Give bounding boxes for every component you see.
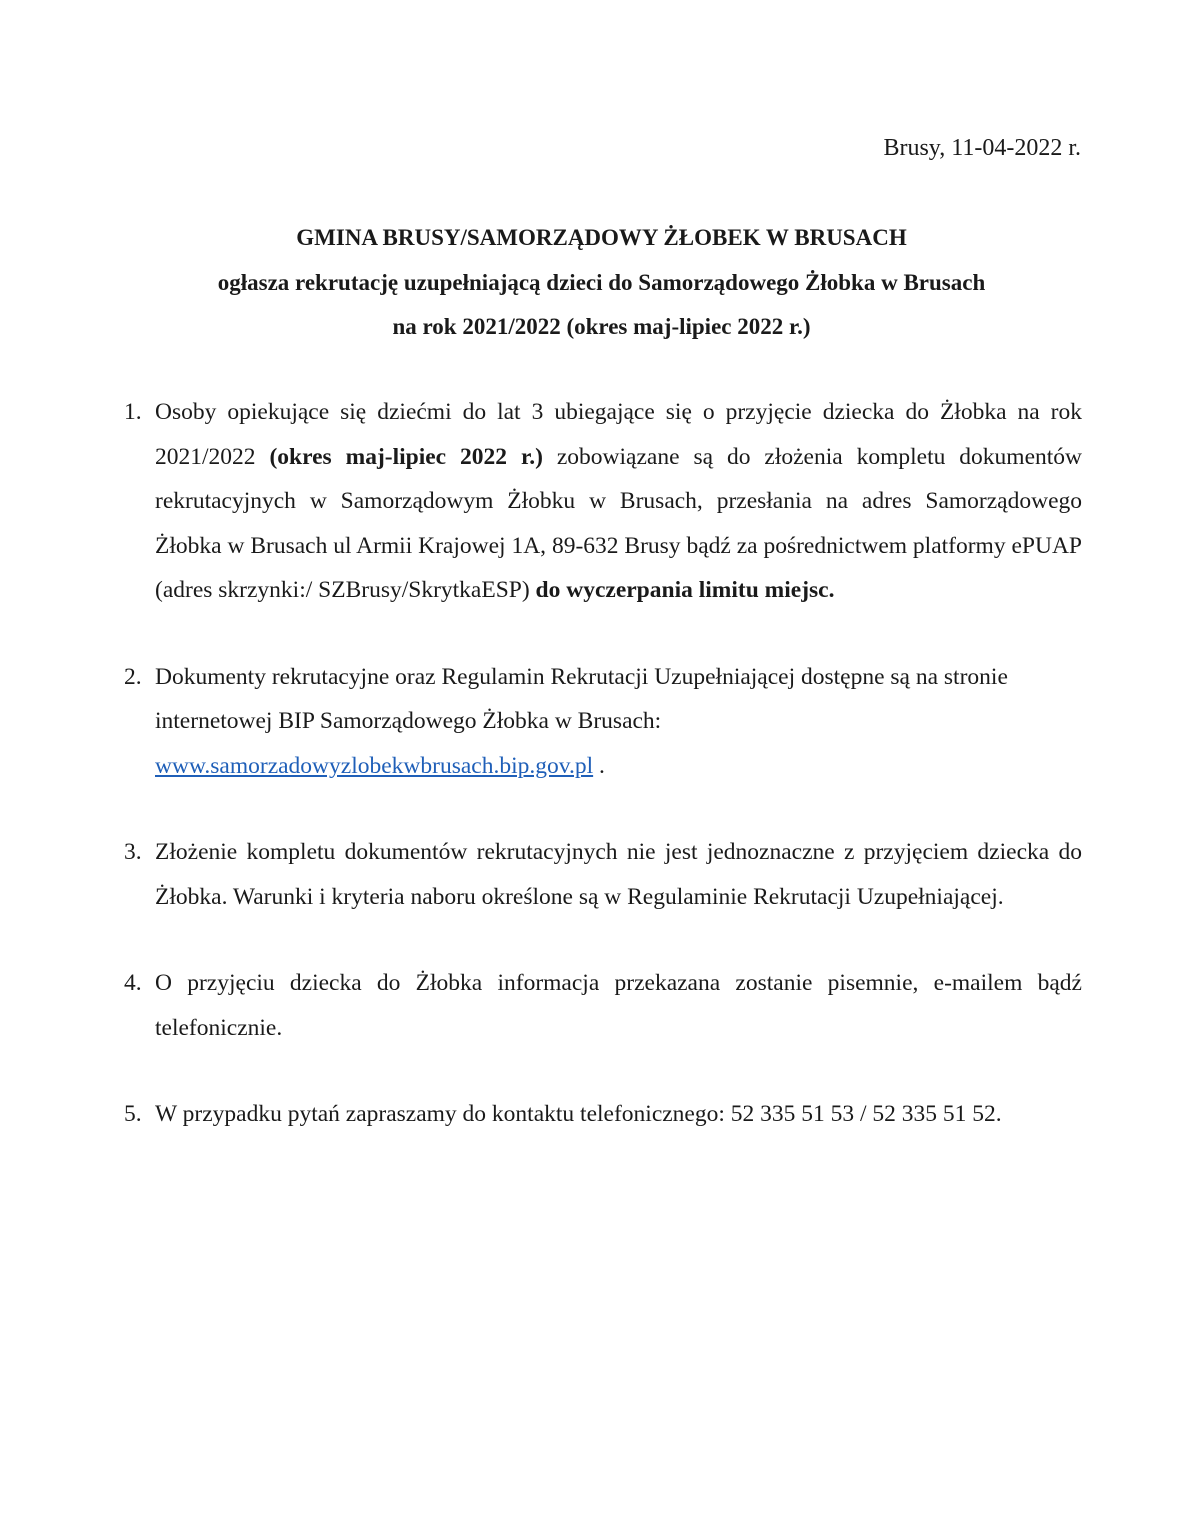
list-item-number: 4. (124, 970, 142, 996)
document-header (100, 216, 1103, 350)
list-item-1 (116, 390, 1082, 613)
list-item-text: W przypadku pytań zapraszamy do kontaktu telefonicznego: 52 335 51 53 / 52 335 51 52. (155, 1101, 1002, 1127)
list-item-5 (116, 1092, 1082, 1137)
bip-website-link[interactable]: www.samorzadowyzlobekwbrusach.bip.gov.pl (155, 752, 594, 779)
list-item-number: 2. (124, 663, 142, 690)
list-item-bold-period: (okres maj-lipiec 2022 r.) (269, 443, 543, 470)
list-item-4 (116, 961, 1082, 1050)
list-item-text: Dokumenty rekrutacyjne oraz Regulamin Rekrutacji Uzupełniającej dostępne są na stronie internetowej BIP Samorządowego Żłobka w Brusach: (155, 663, 1008, 734)
list-item-text-end: . (593, 752, 605, 779)
header-line-3: na rok 2021/2022 (okres maj-lipiec 2022 r.) (392, 314, 811, 339)
header-line-1: GMINA BRUSY/SAMORZĄDOWY ŻŁOBEK W BRUSACH (296, 225, 907, 250)
list-item-3 (116, 830, 1082, 919)
list-item-number: 1. (124, 399, 142, 425)
list-item-number: 5. (124, 1101, 142, 1127)
announcement-list (116, 390, 1082, 1179)
document-date: Brusy, 11-04-2022 r. (883, 135, 1081, 161)
header-line-2: ogłasza rekrutację uzupełniającą dzieci do Samorządowego Żłobka w Brusach (217, 269, 986, 295)
list-item-bold-limit: do wyczerpania limitu miejsc. (535, 577, 835, 603)
list-item-number: 3. (124, 839, 142, 865)
list-item-text: O przyjęciu dziecka do Żłobka informacja przekazana zostanie pisemnie, e-mailem bądź telefonicznie. (155, 970, 1082, 1041)
list-item-text: Złożenie kompletu dokumentów rekrutacyjnych nie jest jednoznaczne z przyjęciem dziecka do Żłobka. Warunki i kryteria naboru określone są w Regulaminie Rekrutacji Uzupełniającej. (155, 839, 1082, 910)
list-item-text-continued: zobowiązane są do złożenia kompletu dokumentów rekrutacyjnych w Samorządowym Żłobku w Brusach, przesłania na adres Samorządowego Żłobka w Brusach ul Armii Krajowej 1A, 89-632 Brusy bądź za pośrednictwem platformy ePUAP (adres skrzynki:/ SZBrusy/SkrytkaESP) (155, 443, 1082, 603)
list-item-2 (116, 655, 1082, 789)
list-item-text: Osoby opiekujące się dziećmi do lat 3 ubiegające się o przyjęcie dziecka do Żłobka na rok 2021/2022 (155, 399, 1082, 470)
